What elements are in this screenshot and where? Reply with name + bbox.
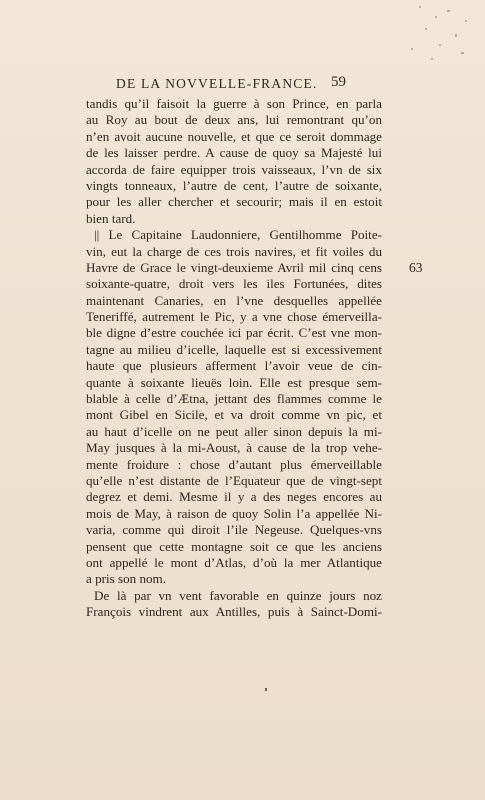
text-line: a pris son nom. <box>86 571 167 587</box>
foxing-marks <box>355 0 475 70</box>
text-line: mont Gibel en Sicile, et va droit comme vn pic, et <box>86 407 382 423</box>
text-line: accorda de faire equipper trois vaisseaux, l’vn de six <box>86 161 382 177</box>
text-line: quante à soixante lieuës loin. Elle est presque sem- <box>86 374 382 390</box>
text-line: De là par vn vent favorable en quinze jours noz <box>94 587 382 603</box>
text-line: au Roy au bout de deux ans, lui remontrant qu’on <box>86 112 382 128</box>
text-line: tagne au milieu d’icelle, laquelle est si excessivement <box>86 341 382 357</box>
text-line: bien tard. <box>86 210 136 226</box>
text-line: vingts tonneaux, l’autre de cent, l’autre de soixante, <box>86 177 382 193</box>
text-line: au haut d’icelle on ne peut aller sinon depuis la mi- <box>86 423 382 439</box>
text-line: soixante-quatre, droit vers les iles Fortunées, dites <box>86 276 382 292</box>
text-line: qu’elle n’est distante de l’Equateur que de vingt-sept <box>86 472 382 488</box>
page-number: 59 <box>331 74 346 90</box>
ink-speck <box>265 688 267 691</box>
running-head: DE LA NOVVELLE-FRANCE. <box>116 76 318 91</box>
text-line: ont appellé le mont d’Atlas, d’où la mer Atlantique <box>86 554 382 570</box>
margin-page-reference: 63 <box>409 260 423 275</box>
text-line: n’en avoit aucune nouvelle, et que ce seroit dommage <box>86 128 382 144</box>
text-line: || Le Capitaine Laudonniere, Gentilhomme Poite- <box>94 227 382 243</box>
text-line: May jusques à la mi-Aoust, à cause de la trop vehe- <box>86 440 382 456</box>
text-line: François vindrent aux Antilles, puis à Sainct-Domi- <box>86 604 382 620</box>
text-line: Teneriffé, autrement le Pic, y a vne chose émerveilla- <box>86 309 382 325</box>
text-line: tandis qu’il faisoit la guerre à son Prince, en parla <box>86 96 382 111</box>
text-line: degrez et demi. Mesme il y a des neges encores au <box>86 489 382 505</box>
text-line: de les laisser perdre. A cause de quoy sa Majesté lui <box>86 145 382 161</box>
text-line: Havre de Grace le vingt-deuxieme Avril mil cinq cens <box>86 259 382 275</box>
body-text <box>86 96 382 621</box>
text-line: pour les aller chercher et secourir; mais il en estoit <box>86 194 382 210</box>
text-line: mois de May, à raison de quoy Solin l’a appellée Ni- <box>86 505 382 521</box>
text-line: blable à celle d’Ætna, jettant des flammes comme le <box>86 391 382 407</box>
text-line: varia, comme qui diroit l’ile Negeuse. Quelques-vns <box>86 522 382 538</box>
text-line: haute que plusieurs afferment l’avoir veue de cin- <box>86 358 382 374</box>
text-line: pensent que cette montagne soit ce que les anciens <box>86 538 382 554</box>
text-line: mente froidure : chose d’autant plus émerveillable <box>86 456 382 472</box>
text-line: maintenant Canaries, en l’vne desquelles appellée <box>86 292 382 308</box>
text-line: vin, eut la charge de ces trois navires, et fit voiles du <box>86 243 382 259</box>
text-line: ble digne d’estre couchée ici par écrit. C’est vne mon- <box>86 325 382 341</box>
